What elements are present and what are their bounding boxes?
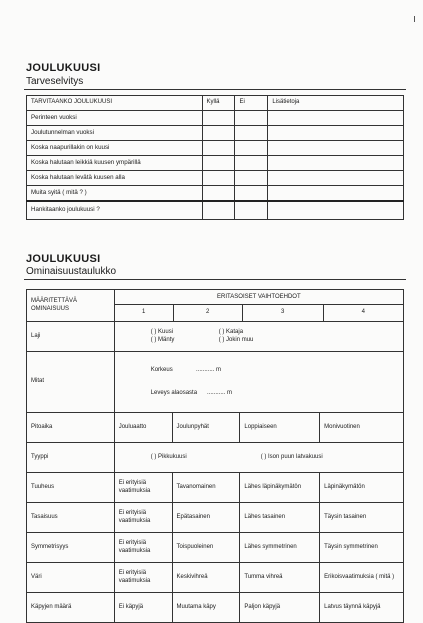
table-row (27, 563, 404, 593)
table-row (27, 503, 404, 533)
acquire-question: Hankitaanko joulukuusi ? (27, 201, 203, 219)
section1-title: JOULUKUUSI (26, 62, 101, 74)
table-row (27, 352, 404, 413)
no-cell[interactable] (235, 186, 268, 202)
property-label: Pitoaika (27, 413, 115, 443)
needs-header-row (27, 96, 404, 111)
option-kataja[interactable]: ( ) Kataja (218, 329, 244, 335)
property-label: Tuuheus (27, 473, 115, 503)
option-number: 4 (323, 305, 403, 321)
option-latvakuusi[interactable]: ( ) Ison puun latvakuusi (260, 453, 323, 460)
needs-header-yes: Kyllä (202, 96, 235, 111)
info-cell[interactable] (268, 186, 404, 202)
option-cell[interactable]: Loppiaiseen (240, 413, 320, 443)
table-row (27, 201, 404, 219)
table-row (27, 111, 404, 126)
header-property: MÄÄRITETTÄVÄ OMINAISUUS (27, 290, 115, 322)
option-cell[interactable]: Täysin tasainen (320, 503, 404, 533)
no-cell[interactable] (235, 156, 268, 171)
option-cell[interactable]: Keskivihreä (172, 563, 240, 593)
option-cell[interactable]: Toispuoleinen (172, 533, 240, 563)
section1-subtitle: Tarveselvitys (26, 76, 84, 87)
property-label: Symmetrisyys (27, 533, 115, 563)
property-label: Mitat (27, 352, 115, 413)
option-jokin-muu[interactable]: ( ) Jokin muu (218, 336, 254, 343)
option-cell[interactable]: Erikoisvaatimuksia ( mitä ) (320, 563, 404, 593)
no-cell[interactable] (235, 111, 268, 126)
table-row (27, 322, 404, 352)
section2-rule (24, 279, 406, 280)
option-number: 3 (242, 305, 323, 321)
option-cell[interactable]: Paljon käpyjä (240, 593, 320, 623)
property-label: Tyyppi (27, 443, 115, 473)
no-cell[interactable] (235, 141, 268, 156)
option-cell[interactable]: Ei käpyjä (114, 593, 172, 623)
section2-subtitle: Ominaisuustaulukko (26, 266, 117, 277)
property-label: Tasaisuus (27, 503, 115, 533)
table-row (27, 443, 404, 473)
option-cell[interactable]: Täysin symmetrinen (320, 533, 404, 563)
option-cell[interactable]: Lähes läpinäkymätön (240, 473, 320, 503)
reason-label: Joulutunnelman vuoksi (27, 126, 203, 141)
option-number: 2 (173, 305, 242, 321)
option-cell[interactable]: Jouluaatto (114, 413, 172, 443)
option-cell[interactable]: Ei erityisiä vaatimuksia (114, 473, 172, 503)
yes-cell[interactable] (202, 186, 235, 202)
properties-header-row (27, 290, 404, 322)
info-cell[interactable] (268, 111, 404, 126)
no-cell[interactable] (235, 201, 268, 219)
option-cell[interactable]: Epätasainen (172, 503, 240, 533)
yes-cell[interactable] (202, 141, 235, 156)
reason-label: Koska naapurillakin on kuusi (27, 141, 203, 156)
reason-label: Koska halutaan leikkiä kuusen ympärillä (27, 156, 203, 171)
option-cell[interactable]: Latvus täynnä käpyjä (320, 593, 404, 623)
table-row (27, 156, 404, 171)
height-field[interactable]: Korkeus ........... m (150, 367, 222, 373)
option-cell[interactable]: Monivuotinen (320, 413, 404, 443)
option-cell[interactable]: Ei erityisiä vaatimuksia (114, 563, 172, 593)
property-label: Laji (27, 322, 115, 352)
info-cell[interactable] (268, 156, 404, 171)
option-cell[interactable]: Tavanomainen (172, 473, 240, 503)
needs-header-no: Ei (235, 96, 268, 111)
type-options[interactable] (114, 443, 403, 473)
option-kuusi[interactable]: ( ) Kuusi (150, 329, 174, 335)
info-cell[interactable] (268, 141, 404, 156)
option-number: 1 (142, 309, 146, 315)
info-cell[interactable] (268, 171, 404, 186)
option-cell[interactable]: Joulunpyhät (172, 413, 240, 443)
species-options[interactable] (114, 322, 403, 352)
reason-label: Perinteen vuoksi (27, 111, 203, 126)
header-options-label: ERITASOISET VAIHTOEHDOT (115, 291, 403, 306)
option-cell[interactable]: Muutama käpy (172, 593, 240, 623)
table-row (27, 473, 404, 503)
option-cell[interactable]: Tumma vihreä (240, 563, 320, 593)
reason-label: Koska halutaan levätä kuusen alla (27, 171, 203, 186)
yes-cell[interactable] (202, 171, 235, 186)
reason-label: Muita syitä ( mitä ? ) (27, 186, 203, 202)
option-cell[interactable]: Lähes tasainen (240, 503, 320, 533)
properties-table (26, 289, 404, 623)
no-cell[interactable] (235, 171, 268, 186)
option-pikkukuusi[interactable]: ( ) Pikkukuusi (150, 453, 187, 460)
table-row (27, 413, 404, 443)
margin-tick (414, 16, 415, 22)
no-cell[interactable] (235, 126, 268, 141)
table-row (27, 593, 404, 623)
table-row (27, 141, 404, 156)
option-cell[interactable]: Ei erityisiä vaatimuksia (114, 533, 172, 563)
section2-title: JOULUKUUSI (26, 253, 101, 265)
table-row (27, 186, 404, 202)
option-manty[interactable]: ( ) Mänty (150, 336, 175, 343)
width-field[interactable]: Leveys alaosasta ........... m (150, 389, 233, 396)
table-row (27, 533, 404, 563)
yes-cell[interactable] (202, 156, 235, 171)
table-row (27, 171, 404, 186)
property-label: Väri (27, 563, 115, 593)
section1-rule (24, 89, 406, 90)
info-cell[interactable] (268, 126, 404, 141)
header-numbers (115, 305, 403, 321)
needs-table (26, 95, 404, 220)
option-cell[interactable]: Ei erityisiä vaatimuksia (114, 503, 172, 533)
yes-cell[interactable] (202, 126, 235, 141)
header-options (114, 290, 403, 322)
dimensions-fields[interactable] (114, 352, 403, 413)
info-cell[interactable] (268, 201, 404, 219)
option-cell[interactable]: Läpinäkymätön (320, 473, 404, 503)
yes-cell[interactable] (202, 201, 235, 219)
option-cell[interactable]: Lähes symmetrinen (240, 533, 320, 563)
table-row (27, 126, 404, 141)
needs-header-info: Lisätietoja (268, 96, 404, 111)
needs-header-question: TARVITAANKO JOULUKUUSI (27, 96, 203, 111)
property-label: Käpyjen määrä (27, 593, 115, 623)
yes-cell[interactable] (202, 111, 235, 126)
